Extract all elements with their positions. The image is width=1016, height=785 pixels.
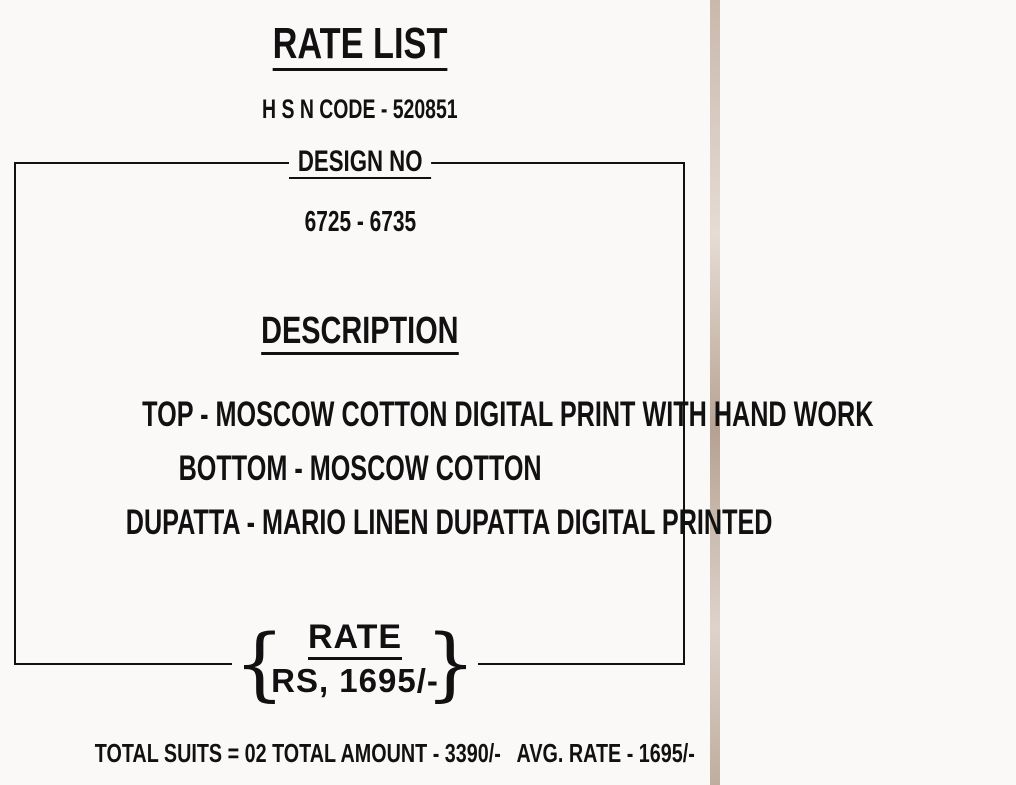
design-range-text: 6725 - 6735 bbox=[304, 206, 416, 238]
rate-block bbox=[232, 614, 478, 710]
design-range bbox=[0, 208, 720, 237]
description-line-text: BOTTOM - MOSCOW COTTON bbox=[178, 449, 542, 488]
design-label bbox=[0, 147, 720, 179]
design-label-text: DESIGN NO bbox=[289, 147, 431, 179]
rate-label-text: RATE bbox=[308, 618, 402, 660]
page-title bbox=[0, 19, 720, 71]
hsn-code-text: H S N CODE - 520851 bbox=[262, 94, 458, 124]
rate-label bbox=[232, 620, 478, 654]
page-title-text: RATE LIST bbox=[273, 22, 448, 71]
hsn-code bbox=[0, 96, 720, 123]
rate-value: RS, 1695/- bbox=[271, 662, 439, 699]
totals-summary bbox=[0, 740, 720, 766]
description-line-top bbox=[0, 395, 874, 434]
left-brace: { bbox=[234, 617, 285, 710]
totals-summary-text: TOTAL SUITS = 02 TOTAL AMOUNT - 3390/- AVG. RATE - 1695/- bbox=[94, 738, 695, 768]
right-brace: } bbox=[425, 617, 476, 710]
description-heading bbox=[0, 312, 720, 355]
description-line-bottom bbox=[0, 451, 720, 486]
description-heading-text: DESCRIPTION bbox=[261, 312, 458, 355]
description-line-dupatta bbox=[0, 503, 773, 542]
description-line-text: TOP - MOSCOW COTTON DIGITAL PRINT WITH HAND WORK bbox=[142, 395, 874, 434]
description-line-text: DUPATTA - MARIO LINEN DUPATTA DIGITAL PRINTED bbox=[125, 503, 773, 542]
